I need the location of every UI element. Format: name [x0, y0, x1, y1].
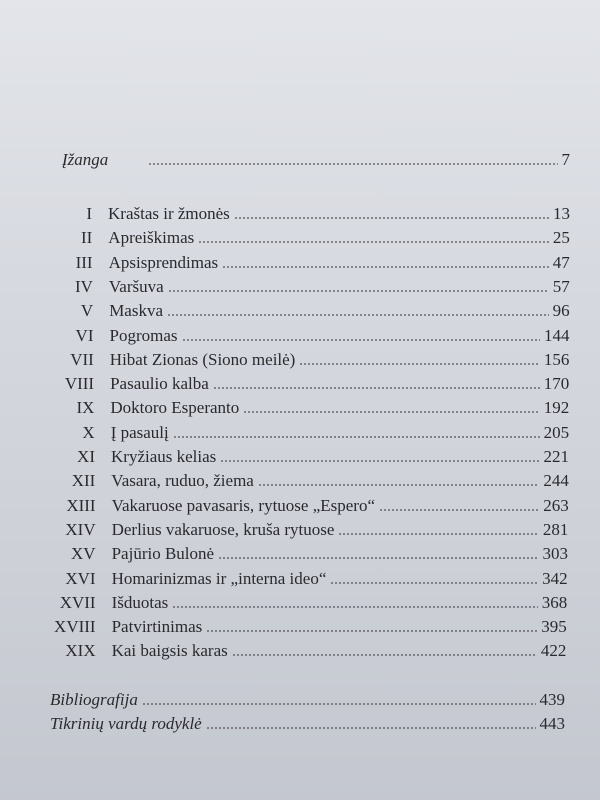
chapter-title: Kryžiaus kelias	[111, 447, 217, 466]
dot-leader	[148, 163, 557, 165]
chapter-number: IV	[74, 276, 93, 296]
toc-chapter-row	[76, 398, 570, 418]
dot-leader	[299, 363, 540, 365]
back-matter-title: Bibliografija	[50, 690, 138, 709]
chapter-number: VII	[70, 349, 94, 369]
chapter-page: 25	[552, 228, 570, 248]
toc-chapter-row	[64, 374, 570, 394]
chapter-title: Vasara, ruduo, žiema	[111, 471, 254, 491]
chapter-page: 368	[541, 592, 568, 612]
chapter-title: Vakaruose pavasaris, rytuose „Espero“	[111, 495, 375, 515]
chapter-page: 47	[552, 252, 570, 272]
chapter-page: 281	[542, 519, 569, 539]
dot-leader	[232, 654, 537, 656]
chapter-number: IX	[76, 398, 95, 418]
toc-chapter-row	[82, 422, 570, 443]
back-matter-page: 443	[539, 714, 565, 733]
chapter-page: 156	[543, 349, 570, 369]
chapter-title: Kai baigsis karas	[111, 641, 228, 661]
toc-chapter-row	[80, 301, 570, 321]
chapter-number: XIV	[65, 519, 96, 539]
toc-chapter-row	[71, 471, 569, 491]
toc-intro-title: Įžanga	[62, 150, 109, 169]
dot-leader	[234, 217, 549, 219]
toc-chapter-row	[65, 568, 568, 589]
chapter-page: 263	[543, 495, 569, 515]
chapter-title: Pajūrio Bulonė	[111, 544, 215, 564]
toc-chapter-row	[54, 617, 567, 637]
chapter-title: Maskva	[109, 301, 164, 321]
dot-leader	[213, 387, 540, 389]
chapter-number: XVIII	[54, 617, 96, 637]
chapter-page: 144	[544, 325, 570, 345]
chapter-page: 395	[541, 617, 567, 637]
back-matter-page: 439	[539, 690, 565, 709]
toc-intro	[62, 150, 570, 170]
chapter-number: VI	[75, 325, 94, 345]
dot-leader	[218, 557, 538, 559]
chapter-page: 96	[552, 301, 570, 321]
chapter-page: 221	[543, 447, 569, 466]
dot-leader	[182, 339, 541, 341]
chapter-page: 342	[542, 568, 568, 588]
chapter-title: Apsisprendimas	[108, 252, 219, 272]
chapter-number: XVII	[59, 592, 96, 612]
chapter-title: Pogromas	[109, 325, 178, 345]
dot-leader	[243, 411, 539, 413]
dot-leader	[167, 314, 549, 316]
back-matter-title: Tikrinių vardų rodyklė	[50, 714, 202, 733]
chapter-title: Į pasaulį	[110, 422, 169, 442]
dot-leader	[198, 241, 549, 243]
chapter-title: Apreiškimas	[108, 228, 195, 248]
dot-leader	[173, 436, 540, 438]
toc-chapter-row	[65, 519, 569, 540]
chapter-title: Pasaulio kalba	[110, 374, 209, 394]
toc-back-row	[50, 690, 565, 710]
toc-chapter-row	[86, 204, 570, 224]
chapter-title: Patvirtinimas	[111, 617, 203, 637]
chapter-page: 13	[553, 204, 570, 223]
chapter-page: 57	[552, 276, 570, 296]
chapter-title: Išduotas	[111, 592, 169, 612]
dot-leader	[220, 460, 539, 462]
toc-chapter-row	[66, 495, 569, 516]
chapter-page: 303	[542, 544, 568, 564]
chapter-number: XI	[77, 447, 95, 466]
toc-chapter-row	[71, 544, 568, 564]
dot-leader	[222, 266, 549, 268]
toc-chapter-row	[65, 641, 567, 661]
toc-intro-page: 7	[561, 150, 570, 169]
toc-back-row	[50, 714, 565, 734]
chapter-number: XV	[71, 544, 96, 564]
dot-leader	[379, 509, 539, 511]
chapter-number: III	[75, 252, 93, 272]
chapter-page: 170	[543, 374, 570, 394]
chapter-number: XIX	[65, 641, 96, 661]
dot-leader	[142, 703, 536, 705]
chapter-number: XIII	[66, 495, 96, 515]
dot-leader	[330, 582, 538, 584]
chapter-page: 244	[543, 471, 569, 491]
dot-leader	[172, 606, 537, 608]
chapter-page: 205	[543, 422, 570, 442]
chapter-title: Hibat Zionas (Siono meilė)	[109, 349, 296, 369]
dot-leader	[168, 290, 549, 292]
dot-leader	[206, 727, 536, 729]
chapter-page: 192	[543, 398, 570, 418]
chapter-number: V	[80, 301, 94, 321]
toc-chapter-row	[70, 349, 570, 370]
chapter-title: Derlius vakaruose, kruša rytuose	[111, 519, 335, 539]
toc-chapter-row	[75, 252, 570, 273]
toc-chapter-row	[77, 447, 569, 467]
chapter-title: Varšuva	[108, 276, 164, 296]
chapter-number: XII	[71, 471, 96, 491]
dot-leader	[338, 533, 538, 535]
chapter-number: I	[86, 204, 92, 223]
chapter-number: X	[82, 422, 95, 442]
dot-leader	[258, 484, 540, 486]
chapter-number: VIII	[64, 374, 95, 394]
chapter-title: Doktoro Esperanto	[110, 398, 240, 418]
chapter-number: II	[80, 228, 93, 248]
chapter-number: XVI	[65, 568, 96, 588]
toc-chapter-row	[75, 325, 570, 346]
dot-leader	[206, 630, 537, 632]
chapter-title: Homarinizmas ir „interna ideo“	[111, 568, 327, 588]
toc-chapter-row	[59, 592, 568, 613]
chapter-page: 422	[540, 641, 567, 661]
toc-chapter-row	[80, 228, 570, 248]
toc-chapter-row	[74, 276, 570, 297]
chapter-title: Kraštas ir žmonės	[108, 204, 230, 223]
